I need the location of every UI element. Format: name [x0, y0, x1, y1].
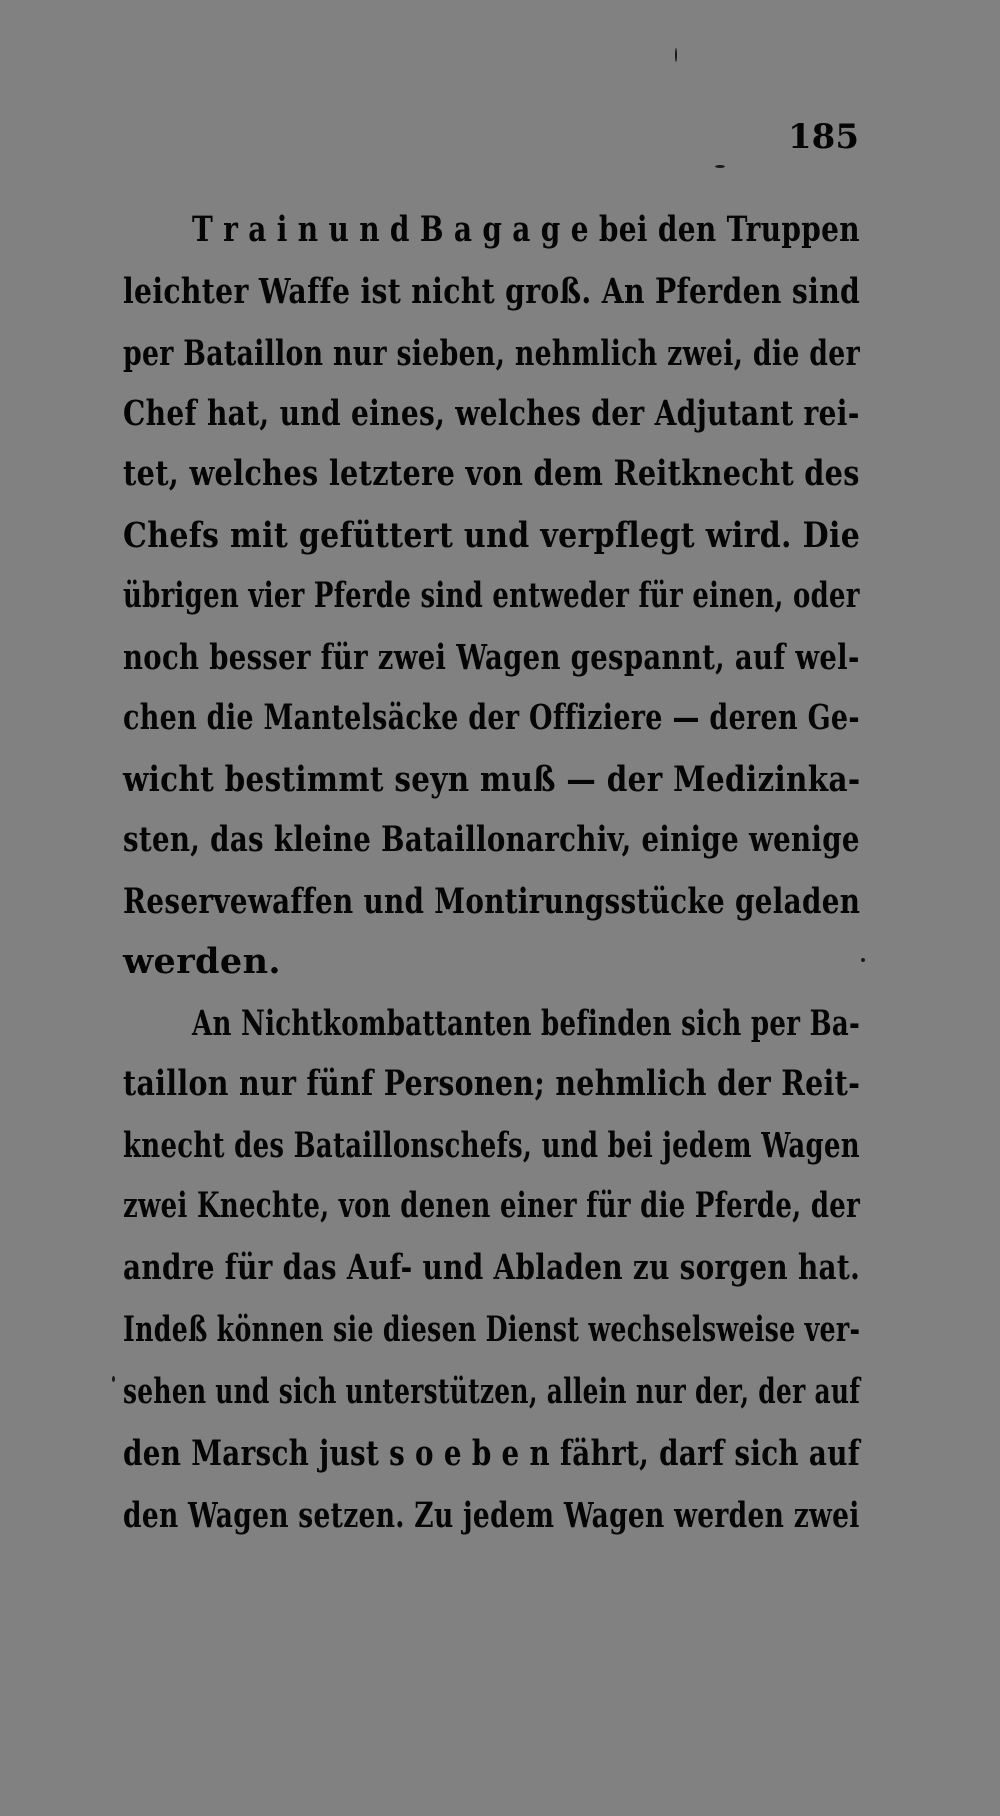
text-line: sehen und sich unterstützen, allein nur der, der auf [123, 1371, 861, 1412]
paper-speck [861, 958, 865, 962]
text-line: knecht des Bataillonschefs, und bei jedem Wagen [123, 1125, 860, 1166]
text-line: An Nichtkombattanten befinden sich per Ba- [192, 1003, 861, 1044]
text-line: wicht bestimmt seyn muß — der Medizinka- [123, 759, 861, 800]
text-line: taillon nur fünf Personen; nehmlich der Reit- [123, 1063, 861, 1104]
text-line: werden. [123, 941, 282, 982]
text-line: Reservewaffen und Montirungsstücke geladen [123, 881, 861, 922]
text-line: übrigen vier Pferde sind entweder für einen, oder [123, 575, 860, 616]
text-line: andre für das Auf- und Abladen zu sorgen hat. [123, 1247, 861, 1288]
text-line: den Marsch just s o e b e n fährt, darf sich auf [123, 1433, 860, 1474]
text-line: den Wagen setzen. Zu jedem Wagen werden zwei [123, 1495, 860, 1536]
text-line: per Bataillon nur sieben, nehmlich zwei, die der [123, 333, 860, 374]
text-line: Chefs mit gefüttert und verpflegt wird. Die [123, 515, 861, 556]
text-line: Chef hat, und eines, welches der Adjutant rei- [123, 393, 860, 434]
text-line: noch besser für zwei Wagen gespannt, auf wel- [123, 637, 860, 678]
paper-speck [715, 165, 725, 168]
page-number: 185 [788, 117, 859, 157]
text-line: Indeß können sie diesen Dienst wechselsweise ver- [123, 1309, 861, 1350]
text-line: sten, das kleine Bataillonarchiv, einige wenige [123, 819, 860, 860]
text-line: T r a i n u n d B a g a g e bei den Truppen [192, 209, 860, 250]
text-line: leichter Waffe ist nicht groß. An Pferden sind [123, 271, 861, 312]
text-line: chen die Mantelsäcke der Offiziere — deren Ge- [123, 697, 860, 738]
paper-speck [112, 1376, 115, 1382]
text-line: tet, welches letztere von dem Reitknecht des [123, 453, 860, 494]
paper-speck [675, 48, 677, 62]
text-line: zwei Knechte, von denen einer für die Pferde, der [123, 1185, 861, 1226]
